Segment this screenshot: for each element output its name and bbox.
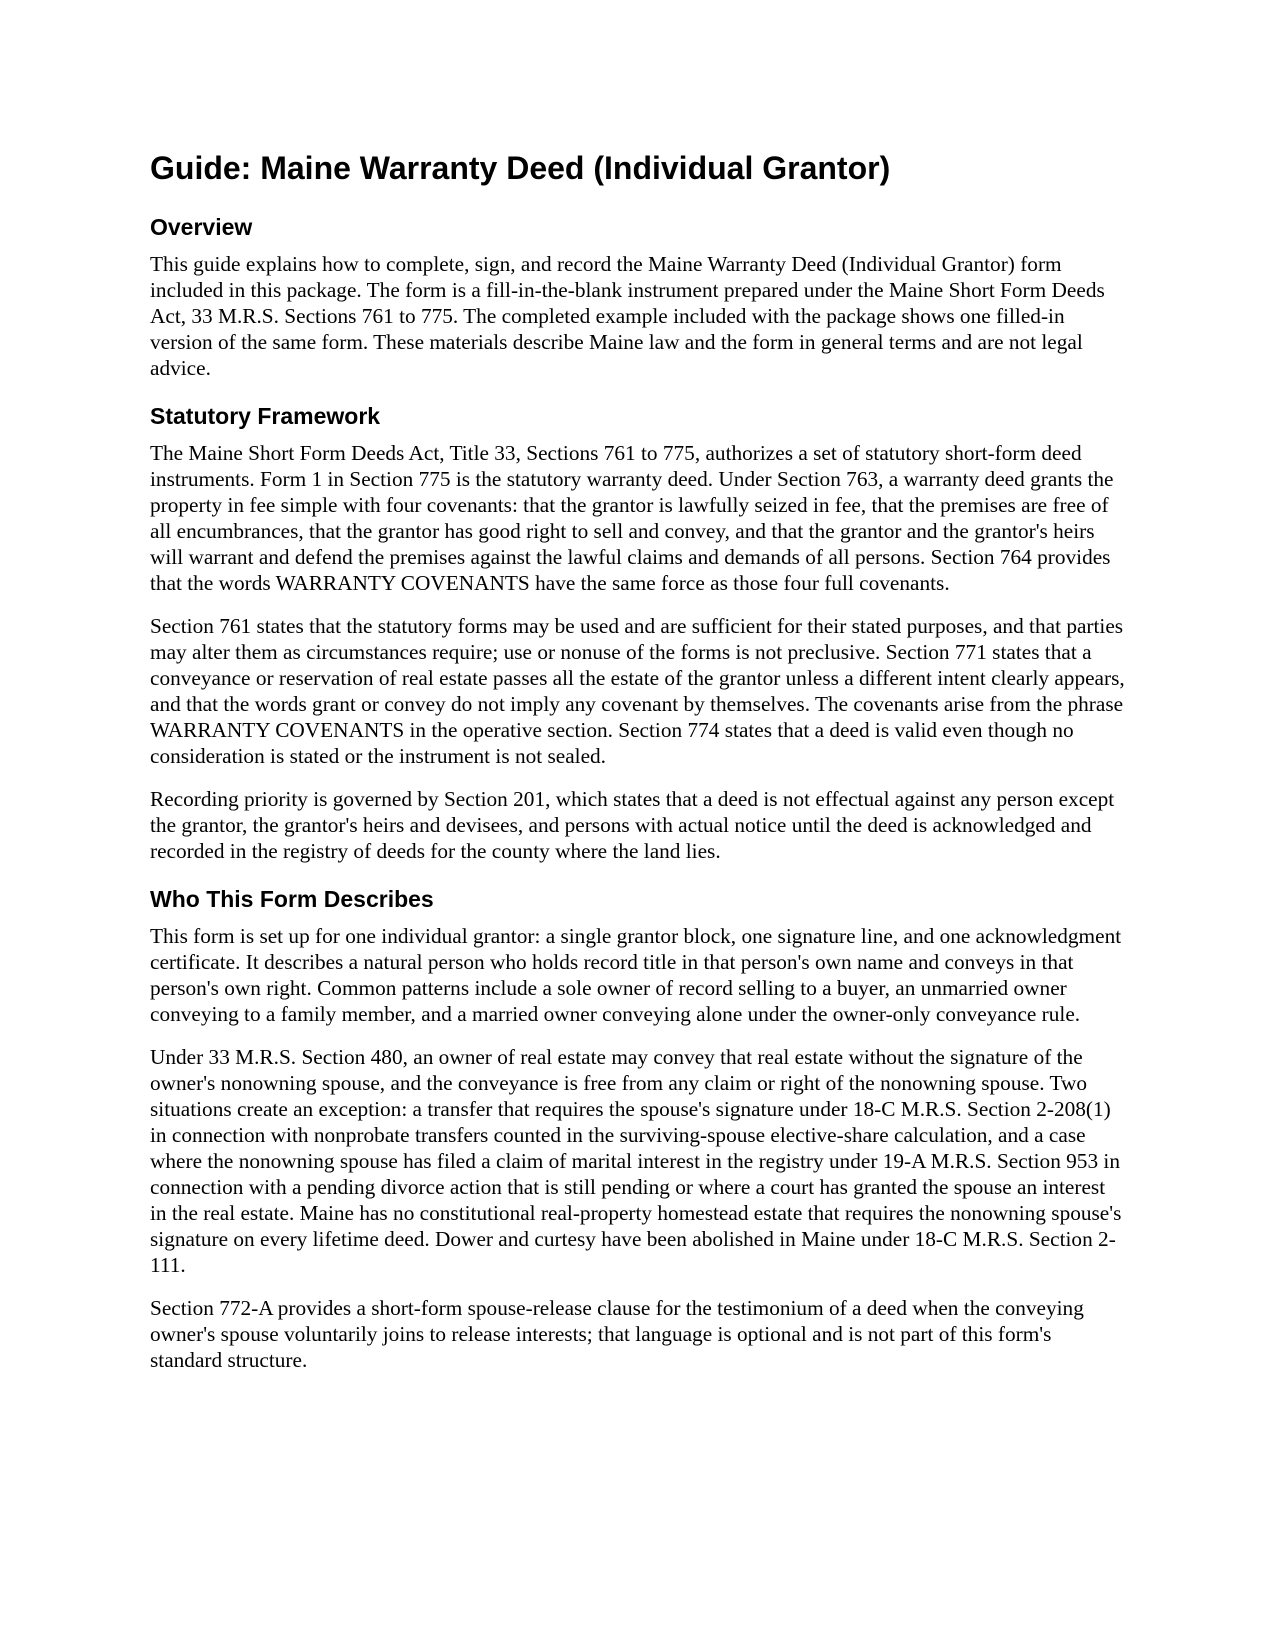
paragraph: Section 761 states that the statutory forms may be used and are sufficient for their stated purposes, and that parties may alter them as circumstances require; use or nonuse of the forms is not preclusive. Section 771 states that a conveyance or reservation of real estate passes all the estate of the grantor unless a different intent clearly appears, and that the words grant or convey do not imply any covenant by themselves. The covenants arise from the phrase WARRANTY COVENANTS in the operative section. Section 774 states that a deed is valid even though no consideration is stated or the instrument is not sealed.: [150, 614, 1125, 768]
section-who-this-form-describes: [150, 884, 1126, 1373]
document-page: [150, 148, 1126, 1390]
paragraph: The Maine Short Form Deeds Act, Title 33, Sections 761 to 775, authorizes a set of statutory short-form deed instruments. Form 1 in Section 775 is the statutory warranty deed. Under Section 763, a warranty deed grants the property in fee simple with four covenants: that the grantor is lawfully seized in fee, that the premises are free of all encumbrances, that the grantor has good right to sell and convey, and that the grantor and the grantor's heirs will warrant and defend the premises against the lawful claims and demands of all persons. Section 764 provides that the words WARRANTY COVENANTS have the same force as those four full covenants.: [150, 441, 1114, 595]
section-statutory-framework: [150, 401, 1126, 864]
section-heading-overview: Overview: [150, 214, 253, 240]
paragraph: This form is set up for one individual grantor: a single grantor block, one signature line, and one acknowledgment certificate. It describes a natural person who holds record title in that person's own name and conveys in that person's own right. Common patterns include a sole owner of record selling to a buyer, an unmarried owner conveying to a family member, and a married owner conveying alone under the owner-only conveyance rule.: [150, 924, 1122, 1026]
paragraph: Section 772-A provides a short-form spouse-release clause for the testimonium of a deed when the conveying owner's spouse voluntarily joins to release interests; that language is optional and is not part of this form's standard structure.: [150, 1296, 1084, 1372]
document-title: Guide: Maine Warranty Deed (Individual Grantor): [150, 150, 891, 186]
section-overview: [150, 212, 1126, 381]
paragraph: Recording priority is governed by Section 201, which states that a deed is not effectual against any person except the grantor, the grantor's heirs and devisees, and persons with actual notice until the deed is acknowledged and recorded in the registry of deeds for the county where the land lies.: [150, 787, 1115, 863]
paragraph: This guide explains how to complete, sign, and record the Maine Warranty Deed (Individual Grantor) form included in this package. The form is a fill-in-the-blank instrument prepared under the Maine Short Form Deeds Act, 33 M.R.S. Sections 761 to 775. The completed example included with the package shows one filled-in version of the same form. These materials describe Maine law and the form in general terms and are not legal advice.: [150, 252, 1105, 380]
section-heading-statutory-framework: Statutory Framework: [150, 403, 381, 429]
section-heading-who-this-form-describes: Who This Form Describes: [150, 886, 434, 912]
paragraph: Under 33 M.R.S. Section 480, an owner of real estate may convey that real estate without the signature of the owner's nonowning spouse, and the conveyance is free from any claim or right of the nonowning spouse. Two situations create an exception: a transfer that requires the spouse's signature under 18-C M.R.S. Section 2-208(1) in connection with nonprobate transfers counted in the surviving-spouse elective-share calculation, and a case where the nonowning spouse has filed a claim of marital interest in the registry under 19-A M.R.S. Section 953 in connection with a pending divorce action that is still pending or where a court has granted the spouse an interest in the real estate. Maine has no constitutional real-property homestead estate that requires the nonowning spouse's signature on every lifetime deed. Dower and curtesy have been abolished in Maine under 18-C M.R.S. Section 2-111.: [150, 1045, 1122, 1277]
